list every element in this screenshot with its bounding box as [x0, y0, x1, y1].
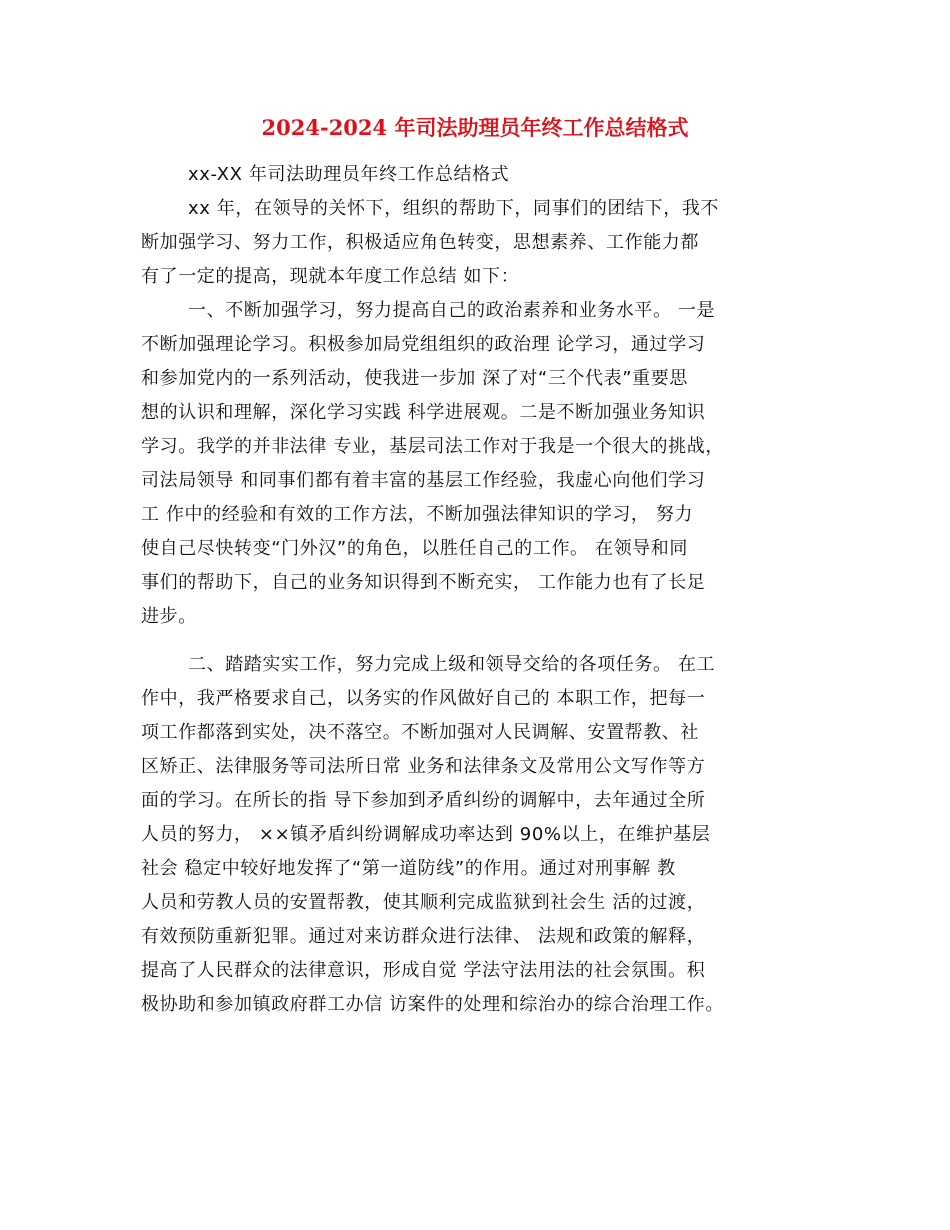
paragraph-line: 使自己尽快转变“门外汉”的角色，以胜任自己的工作。 在领导和同	[141, 538, 688, 559]
subtitle-line: xx-XX 年司法助理员年终工作总结格式	[188, 164, 510, 185]
document-body	[141, 158, 831, 1022]
paragraph-line: 学习。我学的并非法律 专业，基层司法工作对于我是一个很大的挑战，	[141, 436, 724, 457]
paragraph-line: xx 年，在领导的关怀下，组织的帮助下，同事们的团结下，我不	[188, 198, 720, 219]
paragraph-line: 进步。	[141, 606, 197, 627]
paragraph-line: 区矫正、法律服务等司法所日常 业务和法律条文及常用公文写作等方	[141, 756, 706, 777]
paragraph-line: 有了一定的提高，现就本年度工作总结 如下：	[141, 266, 520, 287]
paragraph-line: 工 作中的经验和有效的工作方法，不断加强法律知识的学习， 努力	[141, 504, 694, 525]
paragraph-line: 项工作都落到实处，决不落空。不断加强对人民调解、安置帮教、社	[141, 722, 699, 743]
document-title: 2024-2024 年司法助理员年终工作总结格式	[261, 115, 689, 140]
paragraph-line: 人员的努力， ××镇矛盾纠纷调解成功率达到 90%以上，在维护基层	[141, 824, 711, 845]
paragraph-line: 社会 稳定中较好地发挥了“第一道防线”的作用。通过对刑事解 教	[141, 858, 676, 879]
paragraph-gap	[141, 634, 831, 648]
paragraph-line: 不断加强理论学习。积极参加局党组组织的政治理 论学习，通过学习	[141, 334, 706, 355]
paragraph-line: 事们的帮助下，自己的业务知识得到不断充实， 工作能力也有了长足	[141, 572, 706, 593]
paragraph-line: 司法局领导 和同事们都有着丰富的基层工作经验，我虚心向他们学习	[141, 470, 706, 491]
paragraph-line: 极协助和参加镇政府群工办信 访案件的处理和综治办的综合治理工作。	[141, 994, 724, 1015]
paragraph-line: 断加强学习、努力工作，积极适应角色转变，思想素养、工作能力都	[141, 232, 699, 253]
paragraph-line: 想的认识和理解，深化学习实践 科学进展观。二是不断加强业务知识	[141, 402, 706, 423]
paragraph-line: 提高了人民群众的法律意识，形成自觉 学法守法用法的社会氛围。积	[141, 960, 706, 981]
paragraph-line: 面的学习。在所长的指 导下参加到矛盾纠纷的调解中，去年通过全所	[141, 790, 706, 811]
paragraph-line: 一、不断加强学习，努力提高自己的政治素养和业务水平。 一是	[188, 300, 716, 321]
paragraph-line: 和参加党内的一系列活动，使我进一步加 深了对“三个代表”重要思	[141, 368, 688, 389]
paragraph-line: 人员和劳教人员的安置帮教，使其顺利完成监狱到社会生 活的过渡，	[141, 892, 706, 913]
paragraph-line: 作中，我严格要求自己，以务实的作风做好自己的 本职工作，把每一	[141, 688, 706, 709]
paragraph-line: 二、踏踏实实工作，努力完成上级和领导交给的各项任务。 在工	[188, 654, 716, 675]
paragraph-line: 有效预防重新犯罪。通过对来访群众进行法律、 法规和政策的解释，	[141, 926, 706, 947]
